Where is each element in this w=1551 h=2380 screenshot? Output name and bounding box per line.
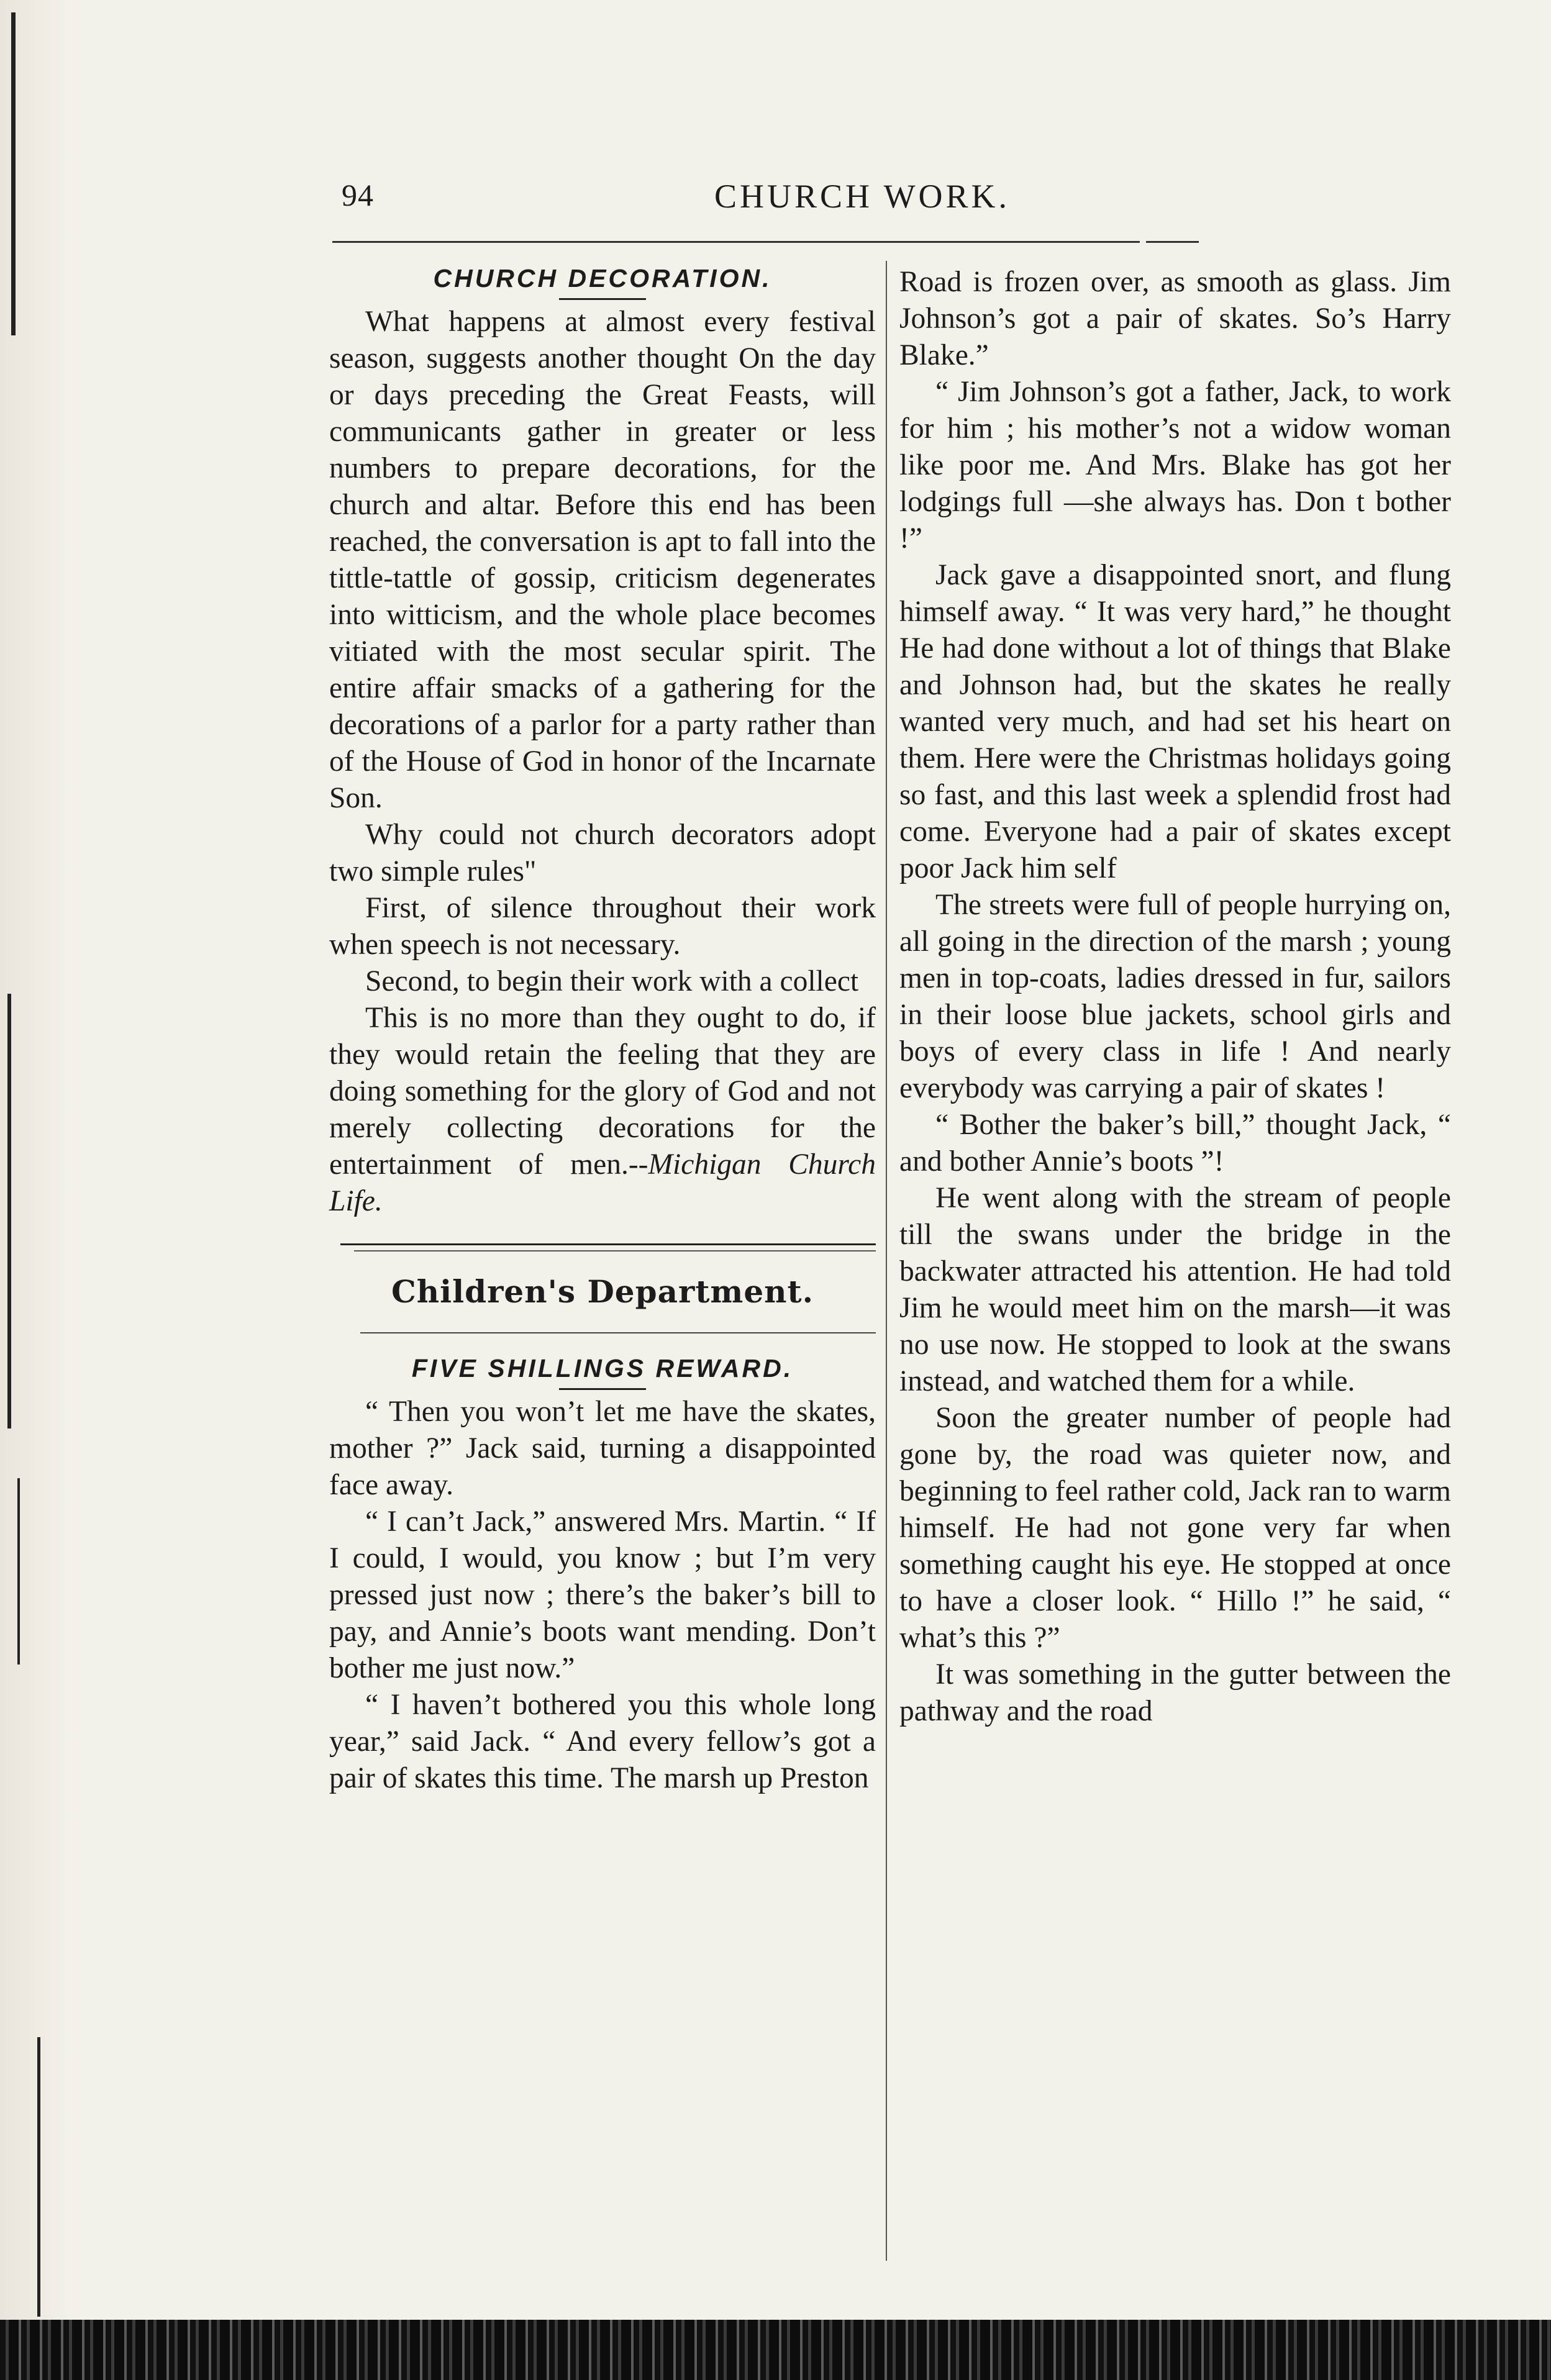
scan-bottom-edge xyxy=(0,2320,1551,2380)
source-citation: Michigan Church Life. xyxy=(329,1148,876,1217)
paragraph-with-source xyxy=(329,1000,876,1220)
department-underline xyxy=(360,1332,876,1333)
paragraph: Why could not church decorators adopt two simple rules" xyxy=(329,819,876,888)
article-heading: FIVE SHILLINGS REWARD. xyxy=(411,1354,794,1383)
running-title: CHURCH WORK. xyxy=(714,178,1011,215)
paragraph: Jack gave a disappointed snort, and flung himself away. “ It was very hard,” he thought He had done without a lot of things that Blake and Johnson had, but the skates he really wanted very much, and had set his heart on them. Here were the Christmas holidays going so fast, and this last week a splendid frost had come. Everyone had a pair of skates except poor Jack him self xyxy=(899,559,1451,884)
binding-edge xyxy=(0,0,75,2380)
paragraph: The streets were full of people hurrying on, all going in the direction of the marsh ; young men in top-coats, ladies dressed in fur, sailors in their loose blue jackets, school girls and boys of every class in life ! And nearly everybody was carrying a pair of skates ! xyxy=(899,889,1451,1104)
page-header xyxy=(329,177,1348,227)
paragraph: It was something in the gutter between the pathway and the road xyxy=(899,1658,1451,1727)
paragraph: “ Then you won’t let me have the skates, mother ?” Jack said, turning a disappointed face away. xyxy=(329,1396,876,1501)
paragraph: “ Bother the baker’s bill,” thought Jack, “ and bother Annie’s boots ”! xyxy=(899,1109,1451,1178)
paragraph: He went along with the stream of people till the swans under the bridge in the backwater attracted his attention. He had told Jim he would meet him on the marsh—it was no use now. He stopped to look at the swans instead, and watched them for a while. xyxy=(899,1182,1451,1397)
section-divider xyxy=(354,1250,876,1251)
binding-mark xyxy=(37,2037,40,2317)
paragraph-text: This is no more than they ought to do, if they would retain the feeling that they are doing something for the glory of God and not merely collecting decorations for the entertainment of men.-- xyxy=(329,1002,876,1181)
section-divider xyxy=(340,1243,876,1245)
header-rule xyxy=(332,241,1140,243)
right-column xyxy=(899,264,1451,1730)
paragraph: What happens at almost every festival season, suggests another thought On the day or days preceding the Great Feasts, will communicants gather in greater or less numbers to prepare decorations, for the church and altar. Before this end has been reached, the conversation is apt to fall into the tittle-tattle of gossip, criticism degenerates into witticism, and the whole place becomes vitiated with the most secular spirit. The entire affair smacks of a gathering for the decorations of a parlor for a party rather than of the House of God in honor of the Incarnate Son. xyxy=(329,306,876,814)
binding-mark xyxy=(7,994,11,1428)
paragraph: First, of silence throughout their work when speech is not necessary. xyxy=(329,892,876,961)
header-rule-short xyxy=(1146,241,1199,243)
paragraph: Road is frozen over, as smooth as glass. Jim Johnson’s got a pair of skates. So’s Harry Blake.” xyxy=(899,266,1451,371)
paragraph: Soon the greater number of people had gone by, the road was quieter now, and beginning to feel rather cold, Jack ran to warm himself. He had not gone very far when something caught his eye. He stopped at once to have a closer look. “ Hillo !” he said, “ what’s this ?” xyxy=(899,1402,1451,1654)
binding-mark xyxy=(11,12,16,335)
page-number: 94 xyxy=(342,178,374,212)
binding-mark xyxy=(17,1478,20,1665)
heading-dash xyxy=(559,298,646,300)
department-title: Children's Department. xyxy=(391,1273,814,1310)
column-rule xyxy=(886,261,887,2261)
paragraph: Second, to begin their work with a collect xyxy=(365,965,859,997)
paragraph: “ I haven’t bothered you this whole long year,” said Jack. “ And every fellow’s got a pair of skates this time. The marsh up Preston xyxy=(329,1689,876,1794)
paragraph: “ Jim Johnson’s got a father, Jack, to work for him ; his mother’s not a widow woman like poor me. And Mrs. Blake has got her lodgings full —she always has. Don t bother !” xyxy=(899,376,1451,555)
paragraph: “ I can’t Jack,” answered Mrs. Martin. “ If I could, I would, you know ; but I’m very pressed just now ; there’s the baker’s bill to pay, and Annie’s boots want mending. Don’t bother me just now.” xyxy=(329,1506,876,1684)
article-heading: CHURCH DECORATION. xyxy=(433,264,772,293)
heading-dash xyxy=(559,1388,646,1390)
left-column xyxy=(329,261,876,1797)
